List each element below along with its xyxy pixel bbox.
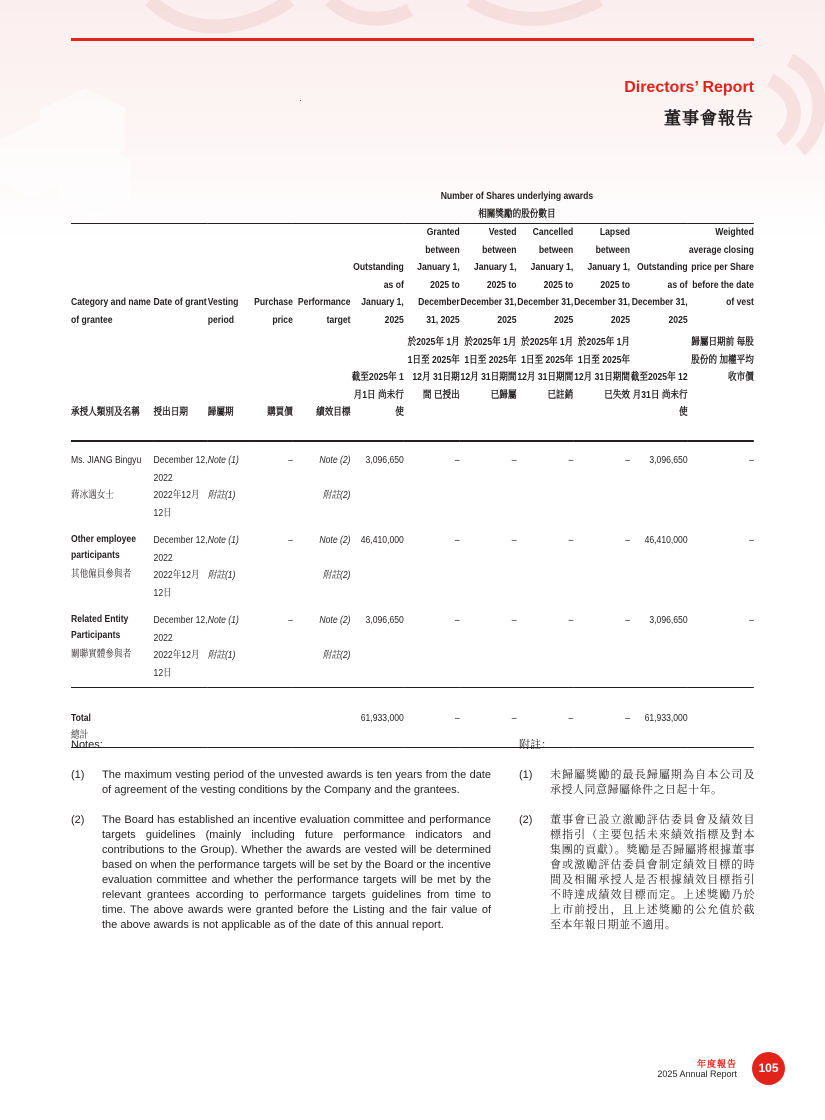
col-header-lapsed: Lapsed between January 1, 2025 to December 31, 2025 於2025年 1月1日至 2025年12月 31日期間 已失效 <box>574 227 631 401</box>
note-number: (2) <box>519 814 533 826</box>
granted: – <box>454 455 460 466</box>
outstanding-start: 3,096,650 <box>365 615 404 626</box>
top-accent-rule <box>71 38 754 41</box>
grant-date-en: December 12, 2022 <box>153 455 208 484</box>
target-note-en: Note (2) <box>319 535 351 546</box>
section-title-en: Directors’ Report <box>624 79 754 96</box>
table-row <box>71 602 754 687</box>
notes-english <box>71 738 491 933</box>
purchase-price: – <box>288 615 293 626</box>
outstanding-end: 46,410,000 <box>644 535 688 546</box>
column-header-row <box>71 224 754 442</box>
footer-annual-report-en: 2025 Annual Report <box>657 1069 737 1079</box>
total-label-en: Total <box>71 712 91 724</box>
outstanding-start: 3,096,650 <box>365 455 404 466</box>
cancelled: – <box>568 455 574 466</box>
cancelled: – <box>568 535 574 546</box>
total-vested: – <box>511 712 517 724</box>
grant-date-zh: 2022年12月12日 <box>153 570 200 599</box>
lapsed: – <box>625 535 631 546</box>
vesting-note-zh: 附註(1) <box>207 569 236 581</box>
col-header-vesting: Vesting period 歸屬期 <box>207 297 239 418</box>
vesting-note-zh: 附註(1) <box>207 489 236 501</box>
grantee-name-zh: 其他僱員參與者 <box>71 569 132 580</box>
outstanding-start: 46,410,000 <box>360 535 404 546</box>
note-text: The maximum vesting period of the unvested awards is ten years from the date of agreement of the vesting conditions by the Company and the grantees. <box>102 769 491 796</box>
lapsed: – <box>625 615 631 626</box>
outstanding-end: 3,096,650 <box>649 615 688 626</box>
note-number: (1) <box>71 769 85 781</box>
col-header-date: Date of grant 授出日期 <box>153 297 207 418</box>
grantee-name-en: Other employee participants <box>71 534 137 561</box>
col-header-outstanding-start: Outstanding as of January 1, 2025 截至2025年 1月1日 尚未行使 <box>351 262 404 418</box>
grant-date-zh: 2022年12月12日 <box>153 650 200 679</box>
granted: – <box>454 615 460 626</box>
note-item <box>519 768 755 798</box>
vesting-note-en: Note (1) <box>207 615 239 626</box>
col-header-vested: Vested between January 1, 2025 to December 31, 2025 於2025年 1月1日至 2025年12月 31日期間 已歸屬 <box>460 227 517 401</box>
group-header-row <box>71 188 754 224</box>
table-row <box>71 522 754 602</box>
vesting-note-en: Note (1) <box>207 455 239 466</box>
grantee-name-en: Ms. JIANG Bingyu <box>71 455 142 466</box>
target-note-zh: 附註(2) <box>322 649 351 661</box>
target-note-zh: 附註(2) <box>322 489 351 501</box>
total-cancelled: – <box>568 712 574 724</box>
total-outstanding-start: 61,933,000 <box>360 712 404 724</box>
total-outstanding-end: 61,933,000 <box>644 712 688 724</box>
weighted-price: – <box>749 615 754 626</box>
stray-dot <box>300 100 301 101</box>
col-header-outstanding-end: Outstanding as of December 31, 2025 截至2025年 12月31日 尚未行使 <box>630 262 688 418</box>
share-awards-table <box>71 188 754 748</box>
footer-annual-report-zh: 年度報告 <box>696 1059 737 1069</box>
target-note-zh: 附註(2) <box>322 569 351 581</box>
section-title-zh: 董事會報告 <box>664 109 754 128</box>
page-number: 105 <box>752 1052 785 1085</box>
total-granted: – <box>454 712 460 724</box>
purchase-price: – <box>288 535 293 546</box>
target-note-en: Note (2) <box>319 455 351 466</box>
purchase-price: – <box>288 455 293 466</box>
outstanding-end: 3,096,650 <box>649 455 688 466</box>
col-header-weighted: Weighted average closing price per Share before the date of vest 歸屬日期前 每股股份的 加權平均 收市價 <box>688 227 754 383</box>
weighted-price: – <box>749 455 754 466</box>
group-header-zh: 相關獎勵的股份數目 <box>478 208 556 220</box>
note-item <box>71 768 491 798</box>
notes-heading-zh: 附註： <box>519 739 552 751</box>
lapsed: – <box>625 455 631 466</box>
notes-heading-en: Notes: <box>71 739 103 751</box>
grant-date-en: December 12, 2022 <box>153 615 208 644</box>
col-header-cancelled: Cancelled between January 1, 2025 to December 31, 2025 於2025年 1月1日至 2025年12月 31日期間 已註銷 <box>517 227 574 401</box>
note-text: 董事會已設立激勵評估委員會及績效目標指引（主要包括未來績效指標及對本集團的貢獻）。獎勵是否歸屬將根據董事會或激勵評估委員會制定績效目標的時間及相關承授人是否根據績效目標指引不時達成績效目標而定。上述獎勵乃於上市前授出，且上述獎勵的公允值於截至本年報日期並不適用。 <box>550 814 755 931</box>
note-text: 未歸屬獎勵的最長歸屬期為自本公司及承授人同意歸屬條件之日起十年。 <box>550 769 755 796</box>
total-lapsed: – <box>625 712 631 724</box>
vesting-note-en: Note (1) <box>207 535 239 546</box>
note-item <box>519 813 755 933</box>
weighted-price: – <box>749 535 754 546</box>
vested: – <box>511 455 517 466</box>
total-label-zh: 總計 <box>71 730 89 741</box>
grant-date-zh: 2022年12月12日 <box>153 490 200 519</box>
col-header-granted: Granted between January 1, 2025 to December 31, 2025 於2025年 1月1日至 2025年12月 31日期間 已授出 <box>407 227 460 401</box>
note-number: (1) <box>519 769 533 781</box>
vesting-note-zh: 附註(1) <box>207 649 236 661</box>
granted: – <box>454 535 460 546</box>
grantee-name-en: Related Entity Participants <box>71 614 129 641</box>
grant-date-en: December 12, 2022 <box>153 535 208 564</box>
col-header-grantee: Category and name of grantee 承授人類別及名稱 <box>71 297 151 418</box>
note-item <box>71 813 491 933</box>
group-header-en: Number of Shares underlying awards <box>440 191 594 202</box>
vested: – <box>511 535 517 546</box>
col-header-target: Performance target 績效目標 <box>297 297 351 418</box>
cancelled: – <box>568 615 574 626</box>
col-header-price: Purchase price 購買價 <box>254 297 293 418</box>
grantee-name-zh: 蔣冰遇女士 <box>71 489 114 501</box>
target-note-en: Note (2) <box>319 615 351 626</box>
note-number: (2) <box>71 814 85 826</box>
vested: – <box>511 615 517 626</box>
notes-chinese <box>519 738 755 933</box>
note-text: The Board has established an incentive evaluation committee and performance targets guidelines (mainly including future performance indicators and contributions to the Group). Whether the awards are vested will be determined based on when the performance targets will be set by the Board or the incentive evaluation committee and whether the performance targets will be met by the relevant grantees according to performance targets guidelines from time to time. The above awards were granted before the Listing and the fair value of the above awards is not applicable as of the date of this annual report. <box>102 814 491 931</box>
table-row <box>71 441 754 522</box>
grantee-name-zh: 關聯實體參與者 <box>71 649 132 660</box>
